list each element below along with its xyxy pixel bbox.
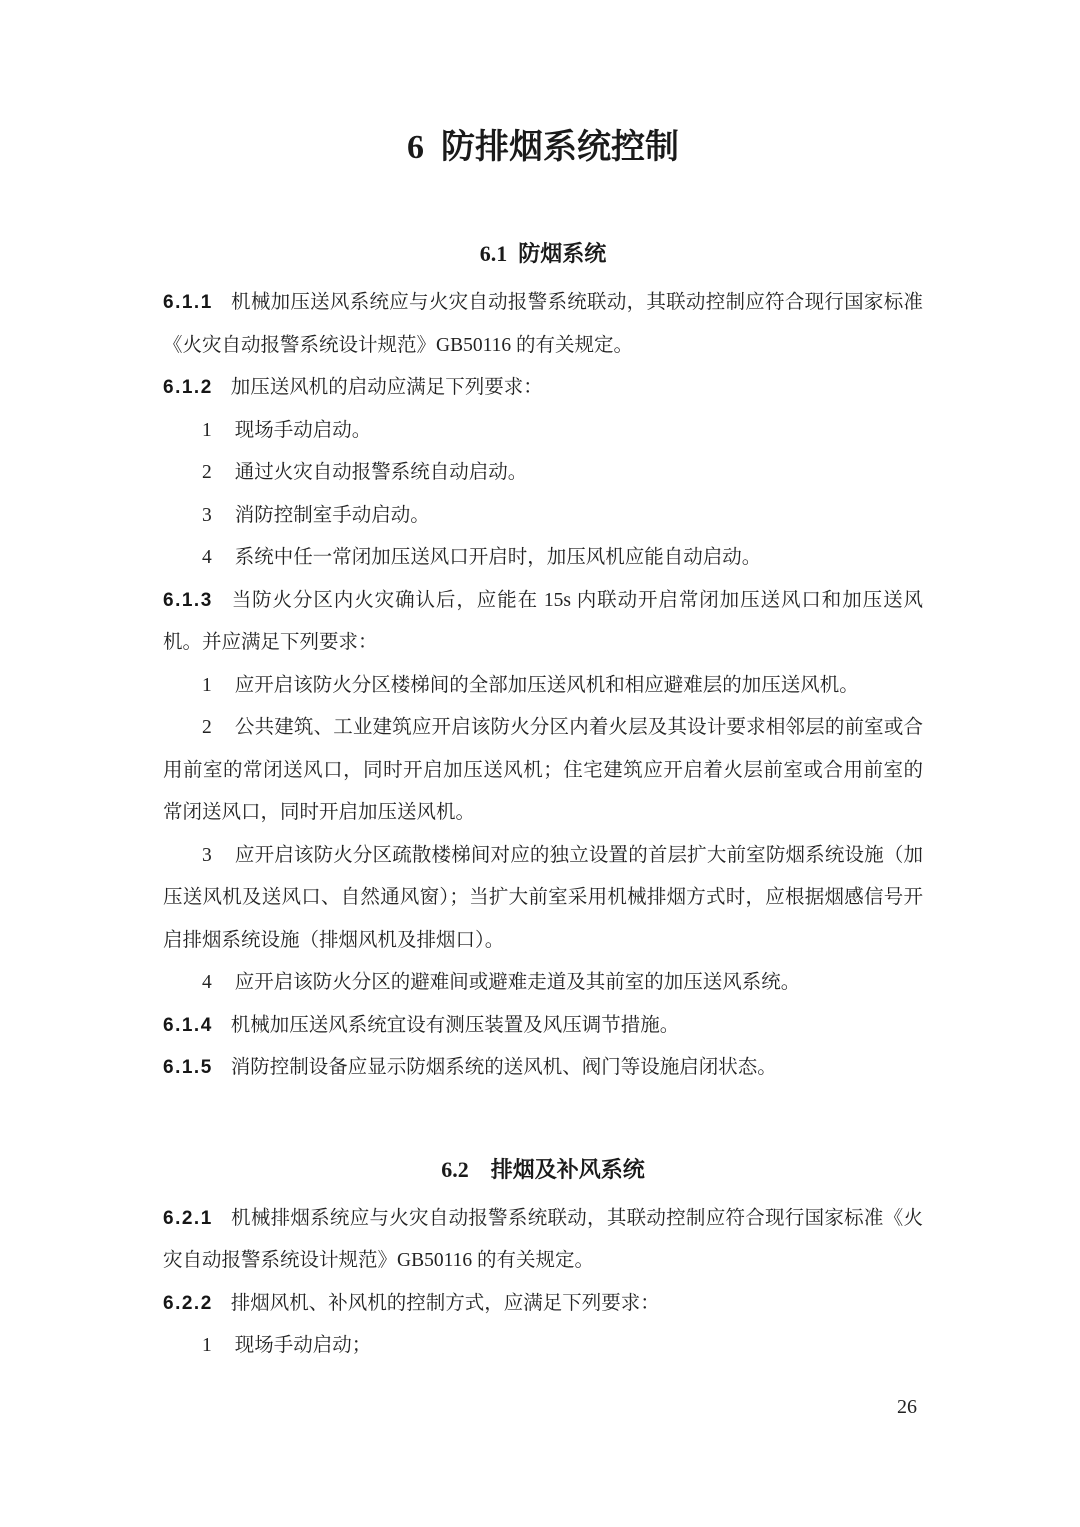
list-item-6-1-2-4 [163,537,923,580]
item-text: 现场手动启动； [234,1335,372,1356]
item-number: 4 [202,547,212,568]
page-number: 26 [897,1396,917,1418]
item-text: 应开启该防火分区楼梯间的全部加压送风机和相应避难层的加压送风机。 [234,674,859,696]
item-number: 1 [202,674,212,696]
item-number: 1 [202,419,212,441]
clause-number: 6.2.2 [163,1292,213,1314]
list-item-6-1-3-3 [163,835,923,963]
list-item-6-1-3-4 [163,962,923,1005]
document-title: 6 防排烟系统控制 [407,129,679,166]
clause-6-2-2 [163,1283,923,1326]
item-text: 现场手动启动。 [234,419,372,441]
clause-number: 6.1.1 [163,292,213,313]
item-number: 3 [202,844,212,866]
clause-text: 排烟风机、补风机的控制方式，应满足下列要求： [230,1292,660,1314]
clause-text: 加压送风机的启动应满足下列要求： [230,377,543,398]
list-item-6-1-3-1 [163,665,923,708]
list-item-6-2-2-1 [163,1325,923,1368]
clause-6-1-3 [163,580,923,665]
clause-6-1-5 [163,1047,923,1090]
clause-text: 机械加压送风系统宜设有测压装置及风压调节措施。 [230,1014,680,1036]
section-6-2-heading: 6.2 排烟及补风系统 [441,1156,645,1182]
list-item-6-1-2-2 [163,452,923,495]
clause-text: 消防控制设备应显示防烟系统的送风机、阀门等设施启闭状态。 [230,1057,777,1078]
list-item-6-1-2-3 [163,495,923,538]
section-6-2 [163,1156,923,1368]
clause-number: 6.2.1 [163,1207,213,1229]
item-text: 应开启该防火分区疏散楼梯间对应的独立设置的首层扩大前室防烟系统设施（加压送风机及送风口、自然通风窗）；当扩大前室采用机械排烟方式时，应根据烟感信号开启排烟系统设施（排烟风机及排烟口）。 [163,844,923,951]
clause-text: 机械加压送风系统应与火灾自动报警系统联动，其联动控制应符合现行国家标准《火灾自动报警系统设计规范》GB50116 的有关规定。 [163,292,923,356]
clause-6-1-4 [163,1005,923,1048]
clause-number: 6.1.4 [163,1014,213,1036]
section-6-1-body [163,282,923,1090]
item-text: 应开启该防火分区的避难间或避难走道及其前室的加压送风系统。 [234,972,801,993]
clause-6-2-1 [163,1198,923,1283]
section-6-2-body [163,1198,923,1368]
item-text: 消防控制室手动启动。 [234,504,430,526]
item-number: 1 [202,1335,212,1356]
item-text: 通过火灾自动报警系统自动启动。 [234,462,528,483]
item-number: 2 [202,717,212,738]
item-number: 3 [202,504,212,526]
clause-6-1-2 [163,367,923,410]
item-text: 公共建筑、工业建筑应开启该防火分区内着火层及其设计要求相邻层的前室或合用前室的常闭送风口，同时开启加压送风机；住宅建筑应开启着火层前室或合用前室的常闭送风口，同时开启加压送风机。 [163,717,923,823]
clause-number: 6.1.5 [163,1057,213,1078]
clause-text: 机械排烟系统应与火灾自动报警系统联动，其联动控制应符合现行国家标准《火灾自动报警系统设计规范》GB50116 的有关规定。 [163,1207,923,1271]
clause-6-1-1 [163,282,923,367]
list-item-6-1-2-1 [163,410,923,453]
clause-text: 当防火分区内火灾确认后，应能在 15s 内联动开启常闭加压送风口和加压送风机。并应满足下列要求： [163,589,923,653]
item-number: 2 [202,462,212,483]
item-text: 系统中任一常闭加压送风口开启时，加压风机应能自动启动。 [234,547,762,568]
clause-number: 6.1.3 [163,589,213,611]
clause-number: 6.1.2 [163,377,213,398]
section-6-1-heading: 6.1 防烟系统 [479,241,607,266]
list-item-6-1-3-2 [163,707,923,835]
item-number: 4 [202,972,212,993]
section-6-1 [163,240,923,1090]
